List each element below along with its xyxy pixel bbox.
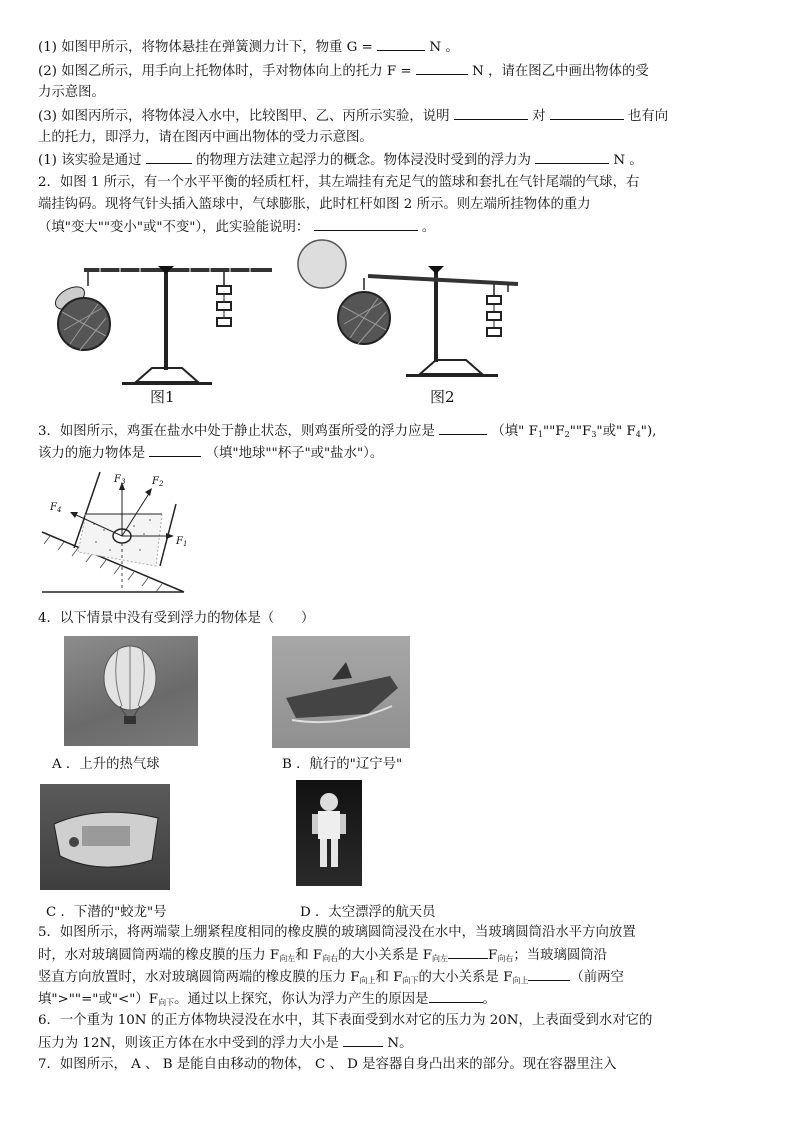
answer-blank[interactable] [454, 107, 528, 120]
question-summary-line: (1) 该实验是通过 的物理方法建立起浮力的概念。物体浸没时受到的浮力为 N 。 [38, 153, 643, 168]
q2-line-2: 端挂钩码。现将气针头插入篮球中，气球膨胀，此时杠杆如图 2 所示。则左端所挂物体的重力 [38, 197, 591, 212]
answer-blank[interactable] [314, 218, 418, 231]
answer-blank[interactable] [439, 422, 487, 435]
aircraft-carrier-photo [272, 636, 410, 748]
answer-blank[interactable] [416, 62, 468, 75]
figure-1-label: 图1 [150, 388, 175, 406]
option-a[interactable]: A ．上升的热气球 [52, 757, 160, 772]
question-3-line-cont: 上的托力，即浮力，请在图丙中画出物体的受力示意图。 [38, 130, 373, 145]
figure-2-label: 图2 [430, 388, 455, 406]
answer-blank[interactable] [550, 107, 624, 120]
answer-blank[interactable] [343, 1034, 383, 1047]
question-2-line-cont: 力示意图。 [38, 85, 105, 100]
option-b[interactable]: B ．航行的"辽宁号" [282, 757, 403, 772]
q7-line-1: 7．如图所示， A 、 B 是能自由移动的物体， C 、 D 是容器自身凸出来的部分。现在容器里注入 [38, 1057, 617, 1072]
q2-line-3: （填"变大""变小"或"不变"），此实验能说明： 。 [38, 220, 436, 235]
hot-air-balloon-photo [64, 636, 198, 746]
f1-label: $F_1$ [176, 536, 188, 548]
q5-line-1: 5．如图所示，将两端蒙上绷紧程度相同的橡皮膜的玻璃圆筒浸没在水中，当玻璃圆筒沿水平方向放置 [38, 925, 636, 940]
question-3-line: (3) 如图丙所示，将物体浸入水中，比较图甲、乙、丙所示实验，说明 对 也有向 [38, 109, 669, 124]
lever-figure-1 [40, 246, 280, 406]
f3-label: $F_3$ [114, 474, 126, 486]
egg-in-saltwater-diagram [40, 470, 190, 598]
answer-blank[interactable] [149, 444, 201, 457]
lever-figure-2 [294, 238, 524, 410]
submersible-photo [40, 784, 170, 890]
question-2-line: (2) 如图乙所示，用手向上托物体时，手对物体向上的托力 F = N ，请在图乙中画出物体的受 [38, 64, 649, 79]
answer-blank[interactable] [429, 990, 483, 1003]
q6-line-1: 6．一个重为 10N 的正方体物块浸没在水中，其下表面受到水对它的压力为 20N，上表面受到水对它的 [38, 1013, 653, 1028]
q3-line-1: 3．如图所示，鸡蛋在盐水中处于静止状态，则鸡蛋所受的浮力应是 （填" $F_1""F_2""F_3$"或" $F_4$"), [38, 424, 657, 439]
answer-blank[interactable] [377, 38, 425, 51]
f4-label: $F_4$ [50, 502, 62, 514]
q6-line-2: 压力为 12N，则该正方体在水中受到的浮力大小是 N。 [38, 1036, 413, 1051]
answer-blank[interactable] [535, 151, 609, 164]
q4-stem: 4．以下情景中没有受到浮力的物体是（ ） [38, 611, 315, 626]
q5-line-2: 时，水对玻璃圆筒两端的橡皮膜的压力 $F_{向左}$和 $F_{向右}$的大小关系是 $F_{向左}$ $F_{向右}$；当玻璃圆筒沿 [38, 948, 608, 963]
f2-label: $F_2$ [152, 476, 164, 488]
answer-blank[interactable] [448, 946, 488, 959]
q5-line-4: 填">""="或"$<")F_{向下}$。通过以上探究，你认为浮力产生的原因是 。 [38, 992, 496, 1007]
question-1-line: (1) 如图甲所示，将物体悬挂在弹簧测力计下，物重 G = N 。 [38, 40, 459, 55]
astronaut-photo [296, 780, 362, 886]
q2-line-1: 2．如图 1 所示，有一个水平平衡的轻质杠杆，其左端挂有充足气的篮球和套扎在气针尾端的气球，右 [38, 175, 640, 190]
option-c[interactable]: C ．下潜的"蛟龙"号 [46, 905, 167, 920]
q3-line-2: 该力的施力物体是 （填"地球""杯子"或"盐水"）。 [38, 446, 384, 461]
answer-blank[interactable] [146, 151, 192, 164]
option-d[interactable]: D ．太空漂浮的航天员 [300, 905, 436, 920]
answer-blank[interactable] [528, 968, 570, 981]
q5-line-3: 竖直方向放置时，水对玻璃圆筒两端的橡皮膜的压力 $F_{向上}$和 $F_{向下}$的大小关系是 $F_{向上}$ （前两空 [38, 970, 624, 985]
